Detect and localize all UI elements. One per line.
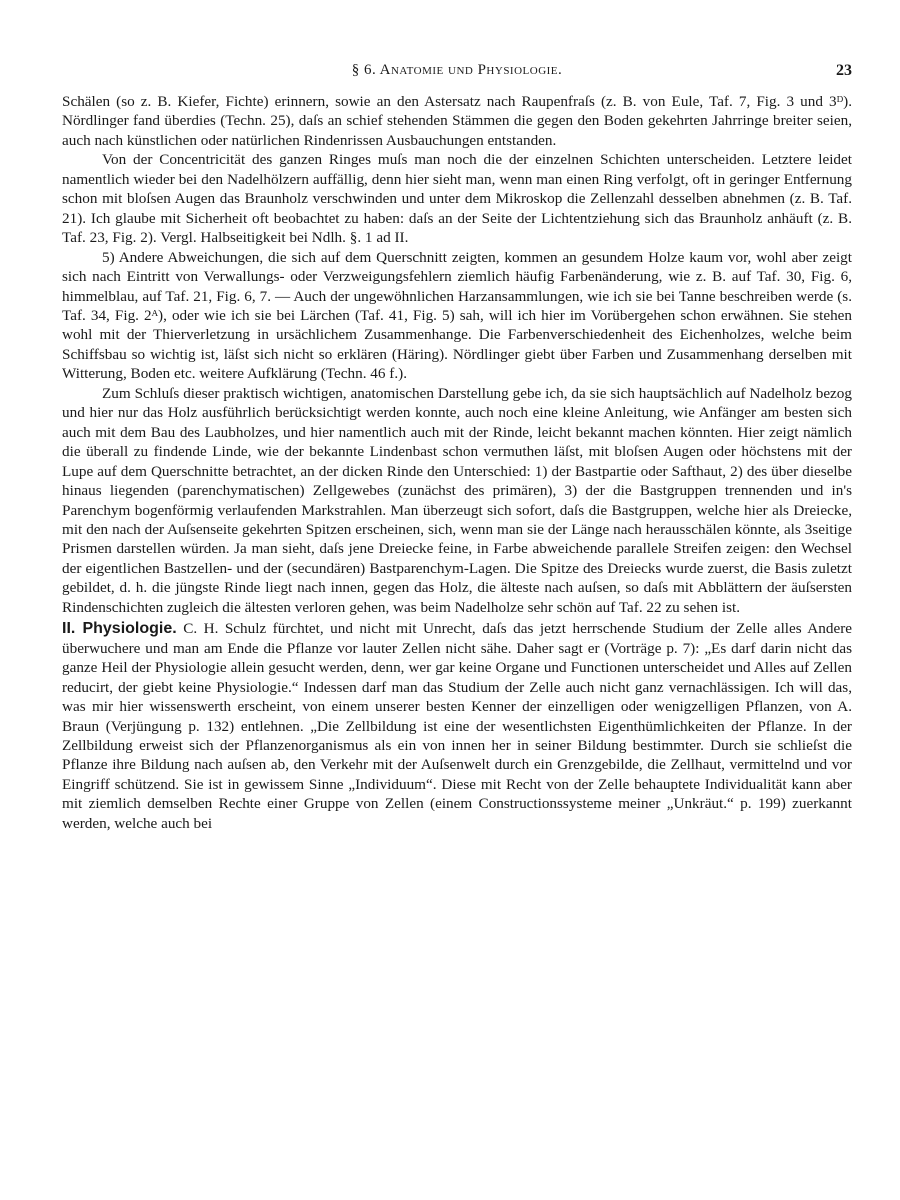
section-text: C. H. Schulz fürchtet, und nicht mit Unrecht, daſs das jetzt herrschende Studium der Zelle alles Andere überwuchere und man am Ende die Pflanze vor lauter Zellen nicht sähe. Daher sagt er (Vorträge p. 7): „Es darf darin nicht das ganze Heil der Physiologie allein gesucht werden, denn, wer gar keine Organe und Functionen unterscheidet und Alles auf Zellen reducirt, der giebt keine Physiologie.“ Indessen darf man das Studium der Zelle auch nicht ganz vernachlässigen. Ich will das, was mir hier wissenswerth erscheint, von einem unserer besten Kenner der einzelligen oder wenigzelligen Pflanzen, von A. Braun (Verjüngung p. 132) entlehnen. „Die Zellbildung ist eine der wesentlichsten Eigenthümlichkeiten der Pflanze. In der Zellbildung erweist sich der Pflanzenorganismus als ein von innen her in seiner Bildung bestimmter. Durch sie schlieſst die Pflanze ihre Bildung nach auſsen ab, den Verkehr mit der Auſsenwelt durch ein Grenzgebilde, die Zellhaut, vermittelnd und vor Eingriff schützend. Sie ist in gewissem Sinne „Individuum“. Diese mit Recht von der Zelle behauptete Individualität kann aber mit ziemlich demselben Rechte einer Gruppe von Zellen (einem Constructionssysteme meiner „Unkräut.“ p. 199) zuerkannt werden, welche auch bei: [62, 620, 853, 832]
paragraph-deviations: 5) Andere Abweichungen, die sich auf dem Querschnitt zeigten, kommen an gesundem Holze kaum vor, wohl aber zeigt sich nach Eintritt von Verwallungs- oder Verzweigungsfehlern ziemlich häufig Farbenänderung, wie z. B. auf Taf. 30, Fig. 6, himmelblau, auf Taf. 21, Fig. 6, 7. — Auch der ungewöhnlichen Harzansammlungen, wie ich sie bei Tanne beschreiben werde (s. Taf. 34, Fig. 2ᴬ), oder wie ich sie bei Lärchen (Taf. 41, Fig. 5) sah, will ich hier im Vorübergehen schon erwähnen. Sie stehen wohl mit der Thierverletzung in ursächlichem Zusammenhange. Die Farbenverschiedenheit des Eichenholzes, welche beim Schiffsbau so wichtig ist, läſst sich nicht so erklären (Häring). Nördlinger giebt über Farben und Zusammenhang derselben mit Witterung, Boden etc. weitere Aufklärung (Techn. 46 f.).: [62, 248, 852, 383]
body-text: [62, 92, 852, 833]
page-number: 23: [836, 62, 852, 79]
section-physiology: [62, 619, 852, 833]
paragraph-continuation: Schälen (so z. B. Kiefer, Fichte) erinnern, sowie an den Astersatz nach Raupenfraſs (z. B. von Eule, Taf. 7, Fig. 3 und 3ᴰ). Nördlinger fand überdies (Techn. 25), daſs an schief stehenden Stämmen die gegen den Boden gekehrten Jahrringe breiter seien, auch nach künstlichen oder natürlichen Rindenrissen Ausbauchungen entstanden.: [62, 93, 852, 149]
paragraph-conclusion: Zum Schluſs dieser praktisch wichtigen, anatomischen Darstellung gebe ich, da sie sich hauptsächlich auf Nadelholz bezog und hier nur das Holz ausführlich berücksichtigt werden konnte, auch noch eine kleine Anleitung, wie Anfänger am besten sich auch mit dem Bau des Laubholzes, und hier namentlich auch mit der Rinde, leicht bekannt machen könnten. Hier zeigt nämlich die überall zu findende Linde, wie der bekannte Lindenbast schon vermuthen läſst, mit bloſsen Augen oder höchstens mit der Lupe auf dem Querschnitte betrachtet, an der dicken Rinde den Unterschied: 1) der Bastpartie oder Safthaut, 2) des über dieselbe hinaus liegenden (parenchymatischen) Zellgewebes (zunächst des primären), 3) der die Bastgruppen trennenden und in's Parenchym bogenförmig verlaufenden Markstrahlen. Man überzeugt sich sofort, daſs die Bastgruppen, welche hier als Dreiecke, mit den nach der Auſsenseite gekehrten Spitzen erscheinen, sich, wenn man sie der Länge nach herausschälen könnte, als 3seitige Prismen darstellen würden. Ja man sieht, daſs jene Dreiecke feine, in Farbe abweichende parallele Streifen zeigen: den Wechsel der eigentlichen Bastzellen- und der (secundären) Bastparenchym-Lagen. Die Spitze des Dreiecks wurde zuerst, die Basis zuletzt gebildet, d. h. die jüngste Rinde liegt nach innen, gegen das Holz, die älteste nach auſsen, so daſs mit Abblättern der äuſsersten Rindenschichten zugleich die ältesten verloren gehen, was beim Nadelholze sehr schön auf Taf. 22 zu sehen ist.: [62, 384, 852, 616]
running-title: § 6. Anatomie und Physiologie.: [351, 62, 563, 78]
page-header: [62, 62, 852, 84]
paragraph-concentricity: Von der Concentricität des ganzen Ringes muſs man noch die der einzelnen Schichten unterscheiden. Letztere leidet namentlich wieder bei den Nadelhölzern auffällig, denn hier sieht man, wenn man einen Ring verfolgt, oft in geringer Entfernung schon mit bloſsen Augen das Braunholz verschwinden und unter dem Mikroskop die Zellenzahl desselben abnehmen (z. B. Taf. 21). Ich glaube mit Sicherheit oft beobachtet zu haben: daſs an der Seite der Lichtentziehung sich das Braunholz anhäuft (z. B. Taf. 23, Fig. 2). Vergl. Halbseitigkeit bei Ndlh. §. 1 ad II.: [62, 151, 852, 247]
section-heading: II. Physiologie.: [62, 620, 177, 638]
